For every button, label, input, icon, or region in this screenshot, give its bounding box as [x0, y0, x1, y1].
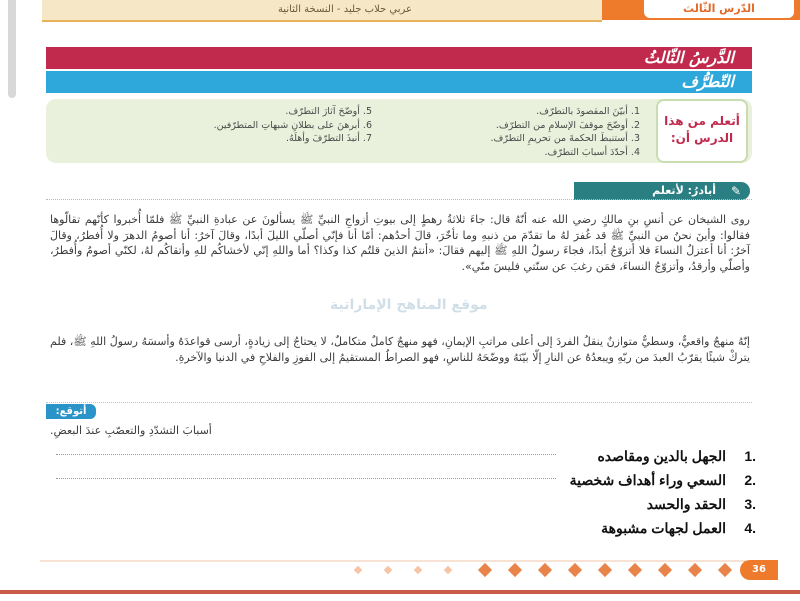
objectives-box: [46, 99, 752, 163]
section-heading: أبادرُ: لأتعلم: [652, 184, 716, 197]
answer-number: .4: [744, 520, 756, 536]
answers-list: [560, 444, 756, 540]
objective-item: 5. أوضّحَ آثارَ التطرّف.: [285, 106, 372, 117]
objectives-heading: أتعلم من هذا الدرس أن:: [656, 99, 748, 163]
answer-item: [560, 444, 756, 468]
answer-text: الجهل بالدين ومقاصده: [597, 448, 726, 464]
answer-number: .2: [744, 472, 756, 488]
watermark: موقع المناهج الإماراتية: [330, 297, 488, 313]
lesson-number-title: الدَّرسُ الثّالثُ: [643, 48, 734, 67]
answer-text: السعي وراء أهداف شخصية: [569, 472, 726, 488]
objective-item: 4. أحدّدَ أسبابَ التطرّف.: [544, 146, 640, 158]
section-divider: [46, 199, 752, 200]
answer-item: [560, 492, 756, 516]
section-header: [574, 182, 750, 200]
objective-item: 6. أبرهنَ على بطلانِ شبهاتِ المتطرّفين.: [213, 119, 372, 131]
hadith-paragraph: روى الشيخان عن أنسِ بنِ مالكٍ رضي الله عنه أنّهُ قال: جاءَ ثلاثةُ رهطٍ إلى بيوتِ أزواجِ النبيِّ ﷺ يسألونَ عن عبادةِ النبيِّ ﷺ فلمّا أُخبروا كأنّهم تقالّوها فقالوا: وأينَ نحنُ من النبيِّ ﷺ قد غُفرَ لهُ ما تقدّمَ من ذنبهِ وما تأخّرَ، قالَ أحدُهم: أمّا أنا فإنّي أصلّي الليلَ أبدًا، وقالَ آخرُ: أنا أصومُ الدهرَ ولا أُفطرُ، وقالَ آخرُ: أنا أعتزلُ النساءَ فلا أتزوّجُ أبدًا، فجاءَ رسولُ اللهِ ﷺ إليهم فقالَ: «أنتمُ الذينَ قلتُم كذا وكذا؟ أما واللهِ إنّي لأخشاكُم للهِ وأتقاكُم لهُ، لكنّي أصومُ وأُفطرُ، وأصلّي وأرقدُ، وأتزوّجُ النساءَ، فمَن رغبَ عن سنّتي فليسَ منّي».: [50, 213, 750, 273]
answer-text: العمل لجهات مشبوهة: [601, 520, 726, 536]
ornament-diamonds: [478, 563, 732, 577]
bottom-bar: [0, 590, 800, 594]
lesson-tab: [602, 0, 800, 20]
lesson-number-banner: [46, 47, 752, 69]
answer-text: الحقد والحسد: [646, 496, 726, 512]
objective-item: 2. أوضّحَ موقفَ الإسلامِ من التطرّف.: [495, 119, 640, 131]
objectives-left-column: [152, 105, 372, 146]
comment-paragraph: إنّهُ منهجٌ واقعيٌّ، وسطيٌّ متوازنٌ ينقلُ الفردَ إلى أعلى مراتبِ الإيمانِ، فهو منهجٌ كاملٌ متكاملٌ، لا يحتاجُ إلى زيادةٍ، أرسى قواعدَهُ وأسسَهُ رسولُ اللهِ ﷺ، فلم يتركْ شيئًا يقرّبُ العبدَ من ربّهِ ويبعدُهُ عن النارِ إلّا بيّنَهُ ووضّحَهُ للناسِ، فهو الصراطُ المستقيمُ إلى الفوزِ والفلاحِ في الدنيا والآخرةِ.: [50, 335, 750, 364]
expect-heading: أتوقع:: [46, 404, 96, 419]
ornament-small-diamonds: [354, 566, 452, 574]
answer-number: .1: [744, 448, 756, 464]
answer-item: [560, 516, 756, 540]
answer-line: [56, 478, 556, 479]
objective-item: 1. أبيّنَ المقصودَ بالتطرّف.: [536, 106, 640, 117]
answer-line: [56, 454, 556, 455]
objectives-right-column: [380, 105, 640, 159]
answer-item: [560, 468, 756, 492]
scrollbar-stub[interactable]: [8, 0, 16, 98]
lesson-tag: الدّرس الثّالث: [644, 0, 794, 18]
answer-number: .3: [744, 496, 756, 512]
book-label: عربي حلاب جليد - النسخة الثانية: [277, 4, 412, 15]
top-header-strip: [42, 0, 602, 22]
lesson-topic-title: التّطرُّف: [681, 72, 734, 91]
learner-icon: ✎: [730, 184, 742, 198]
expect-question: أسبابَ التشدّدِ والتعصّبِ عندَ البعضِ.: [50, 424, 212, 437]
lesson-topic-banner: [46, 71, 752, 93]
bottom-ornament: [40, 553, 760, 579]
page-number: 36: [740, 560, 778, 580]
objective-item: 7. أنبذَ التطرّفَ وأهلَهُ.: [285, 133, 372, 144]
expect-header: [46, 402, 752, 418]
objective-item: 3. أستنبطَ الحكمةَ من تحريمِ التطرّف.: [490, 133, 640, 144]
